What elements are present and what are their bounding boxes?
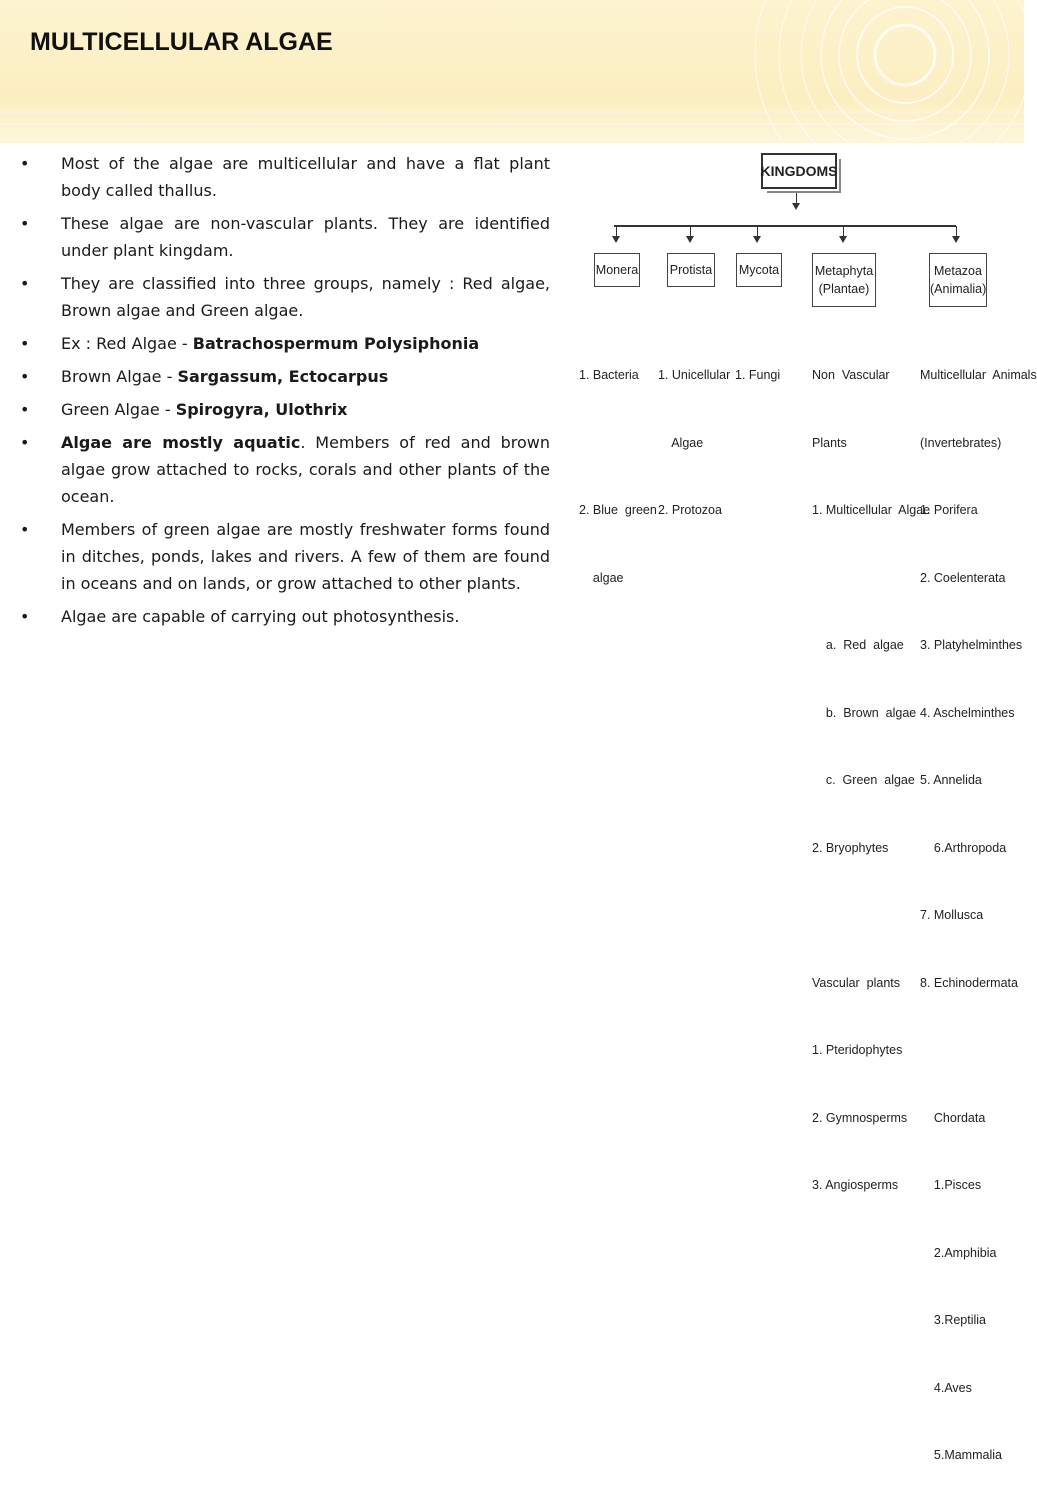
bullet-prefix: Ex : Red Algae - <box>61 334 193 353</box>
bullet-item <box>20 270 550 324</box>
bullet-bold: Algae are mostly aquatic <box>61 433 301 452</box>
column-item: 2. Gymnosperms <box>812 1110 908 1125</box>
arrow-down-icon <box>612 236 620 243</box>
column-item: 3. Angiosperms <box>812 1178 899 1192</box>
metazoa-column <box>920 319 1037 1512</box>
column-item: Chordata <box>920 1110 986 1125</box>
kingdoms-diagram <box>576 143 1037 1462</box>
bullet-text: Algae are capable of carrying out photosynthesis. <box>61 607 460 626</box>
column-item: 8. Echinodermata <box>920 975 1018 990</box>
column-item: 5. Annelida <box>920 773 982 787</box>
column-item: 2. Blue green <box>579 503 657 517</box>
protista-column <box>658 319 730 567</box>
column-item: 6.Arthropoda <box>920 840 1007 855</box>
kingdoms-root-box: KINGDOMS <box>761 153 837 189</box>
column-item: 2. Coelenterata <box>920 570 1006 585</box>
bullet-item <box>20 396 550 423</box>
bullet-marker: • <box>20 607 30 626</box>
column-item <box>812 904 930 927</box>
column-item: 2. Bryophytes <box>812 840 889 855</box>
kingdom-label: Metazoa <box>934 264 982 278</box>
arrow-down-icon <box>686 236 694 243</box>
kingdom-box-protista <box>667 253 715 287</box>
bullet-bold: Sargassum, Ectocarpus <box>177 367 389 386</box>
bullet-item <box>20 150 550 204</box>
bullet-marker: • <box>20 400 30 419</box>
column-item: 4.Aves <box>920 1380 972 1395</box>
kingdom-sublabel: (Animalia) <box>930 282 987 296</box>
bullet-marker: • <box>20 520 30 539</box>
bullet-text: They are classified into three groups, namely : Red algae, Brown algae and Green algae. <box>61 274 550 320</box>
bullet-item <box>20 363 550 390</box>
column-item: 3.Reptilia <box>920 1313 987 1327</box>
column-item: 1. Multicellular Algae <box>812 503 931 517</box>
bullet-marker: • <box>20 214 30 233</box>
column-item: 1. Fungi <box>735 368 781 382</box>
bullet-marker: • <box>20 274 30 293</box>
column-item: Multicellular Animals <box>920 368 1037 382</box>
column-item <box>920 1039 1037 1062</box>
column-item: 1. Bacteria <box>579 368 639 382</box>
column-item: a. Red algae <box>812 638 904 652</box>
bullet-item <box>20 429 550 510</box>
bullet-marker: • <box>20 433 30 452</box>
column-item: 3. Platyhelminthes <box>920 638 1023 652</box>
mycota-column <box>735 319 780 432</box>
bullet-marker: • <box>20 154 30 173</box>
kingdom-sublabel: (Plantae) <box>818 282 870 296</box>
column-item <box>812 567 930 590</box>
connector-line <box>614 225 956 227</box>
metaphyta-column <box>812 319 930 1242</box>
column-item: (Invertebrates) <box>920 435 1002 450</box>
column-item: 7. Mollusca <box>920 908 984 922</box>
bullet-item <box>20 210 550 264</box>
header-band <box>0 0 1024 143</box>
column-item: Algae <box>658 435 704 450</box>
bullet-marker: • <box>20 367 30 386</box>
bullet-text: These algae are non-vascular plants. They are identified under plant kingdam. <box>61 214 550 260</box>
column-item: 5.Mammalia <box>920 1448 1002 1462</box>
arrow-down-icon <box>792 203 800 210</box>
monera-column <box>579 319 657 634</box>
kingdom-box-mycota <box>736 253 782 287</box>
bullet-suffix: . Members of red and brown algae grow attached to rocks, corals and other plants of the ocean. <box>61 433 551 506</box>
column-item: 1. Porifera <box>920 503 978 517</box>
bullet-bold: Batrachospermum Polysiphonia <box>192 334 480 353</box>
arrow-down-icon <box>952 236 960 243</box>
kingdom-label: Protista <box>669 263 713 277</box>
bullet-list <box>20 150 550 636</box>
kingdom-box-metazoa <box>929 253 987 307</box>
kingdom-label: Monera <box>595 263 639 277</box>
bullet-text: Most of the algae are multicellular and have a flat plant body called thallus. <box>61 154 550 200</box>
bullet-item <box>20 330 550 357</box>
kingdom-box-monera <box>594 253 640 287</box>
column-item: Plants <box>812 435 847 450</box>
slide-title: MULTICELLULAR ALGAE <box>30 28 333 56</box>
column-item: 1. Unicellular <box>658 368 731 382</box>
kingdom-label: Metaphyta <box>814 264 874 278</box>
column-item: 1. Pteridophytes <box>812 1043 903 1057</box>
bullet-item <box>20 516 550 597</box>
column-item: 2.Amphibia <box>920 1245 997 1260</box>
column-item: c. Green algae <box>812 773 915 787</box>
decorative-circles <box>0 0 1024 143</box>
bullet-marker: • <box>20 334 30 353</box>
bullet-prefix: Brown Algae - <box>61 367 178 386</box>
kingdom-label: Mycota <box>738 263 780 277</box>
column-item: 2. Protozoa <box>658 503 722 517</box>
column-item: Vascular plants <box>812 975 901 990</box>
column-item: 1.Pisces <box>920 1178 982 1192</box>
column-item <box>579 432 657 455</box>
kingdom-box-metaphyta <box>812 253 876 307</box>
bullet-item <box>20 603 550 630</box>
bullet-bold: Spirogyra, Ulothrix <box>175 400 348 419</box>
bullet-prefix: Green Algae - <box>61 400 176 419</box>
column-item: b. Brown algae <box>812 705 917 720</box>
column-item: 4. Aschelminthes <box>920 705 1015 720</box>
arrow-down-icon <box>753 236 761 243</box>
arrow-down-icon <box>839 236 847 243</box>
bullet-text: Members of green algae are mostly freshwater forms found in ditches, ponds, lakes and rivers. A few of them are found in oceans and on lands, or grow attached to other plants. <box>61 520 550 593</box>
column-item: Non Vascular <box>812 368 890 382</box>
column-item: algae <box>579 570 624 585</box>
